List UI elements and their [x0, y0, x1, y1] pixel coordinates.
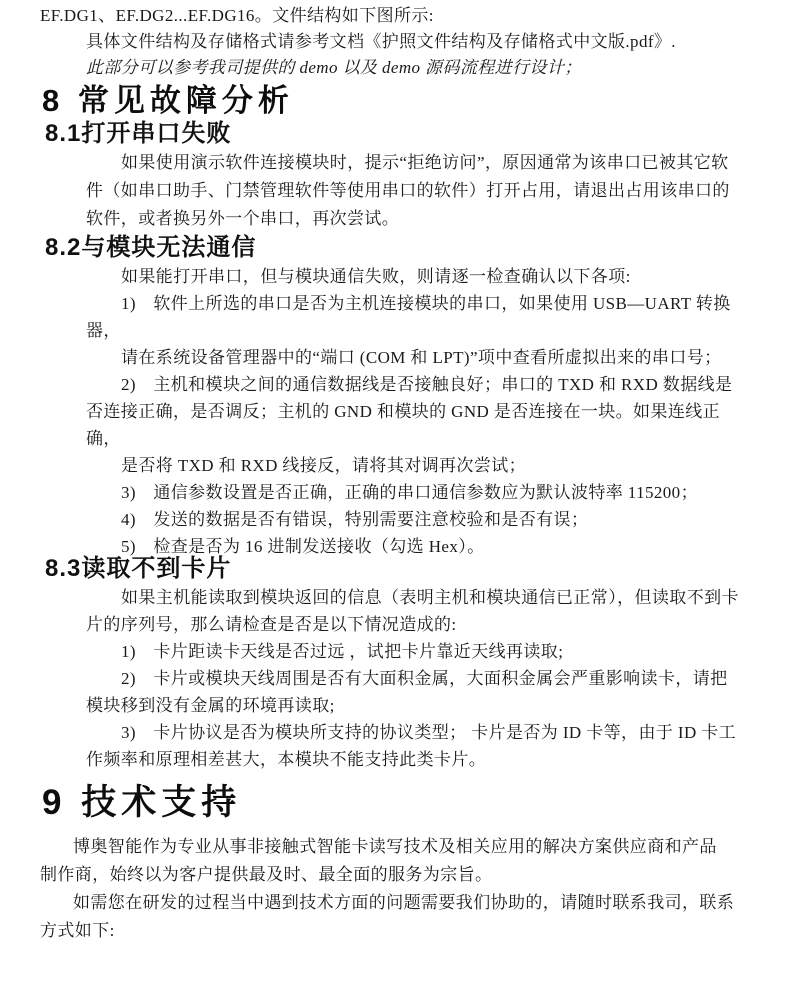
body-line: 方式如下: [40, 921, 115, 940]
section-8-2-title: 8.2与模块无法通信 [45, 234, 257, 261]
section-8-1 [40, 119, 750, 233]
body-line: 作频率和原理相差甚大，本模块不能支持此类卡片。 [86, 750, 487, 769]
body-line: 软件，或者换另外一个串口，再次尝试。 [86, 209, 400, 228]
list-item-line: 2) 卡片或模块天线周围是否有大面积金属，大面积金属会严重影响读卡，请把 [121, 669, 728, 688]
intro-line: EF.DG1、EF.DG2...EF.DG16。文件结构如下图所示: [40, 6, 434, 25]
body-line: 片的序列号，那么请检查是否是以下情况造成的: [86, 615, 457, 634]
body-line: 如果使用演示软件连接模块时，提示“拒绝访问”，原因通常为该串口已被其它软 [121, 153, 729, 172]
body-line: 是否将 TXD 和 RXD 线接反，请将其对调再次尝试； [121, 456, 527, 475]
body-line: 如果主机能读取到模块返回的信息（表明主机和模块通信已正常），但读取不到卡 [121, 588, 739, 607]
intro-note-line: 此部分可以参考我司提供的 demo 以及 demo 源码流程进行设计； [86, 58, 582, 77]
body-line: 确， [86, 429, 121, 448]
list-item-line: 2) 主机和模块之间的通信数据线是否接触良好；串口的 TXD 和 RXD 数据线是 [121, 375, 733, 394]
section-8-1-title: 8.1打开串口失败 [45, 120, 232, 147]
intro-paragraph [40, 3, 750, 81]
body-line: 如需您在研发的过程当中遇到技术方面的问题需要我们协助的，请随时联系我司，联系 [73, 893, 735, 912]
body-line: 请在系统设备管理器中的“端口 (COM 和 LPT)”项中查看所虚拟出来的串口号； [121, 348, 722, 367]
section-8-2 [40, 233, 750, 560]
section-8-3 [40, 554, 750, 773]
body-line: 如果能打开串口，但与模块通信失败，则请逐一检查确认以下各项: [121, 267, 631, 286]
list-item-line: 3) 卡片协议是否为模块所支持的协议类型； 卡片是否为 ID 卡等，由于 ID 卡工 [121, 723, 737, 742]
body-line: 制作商，始终以为客户提供最及时、最全面的服务为宗旨。 [40, 865, 493, 884]
chapter-8-title: 8 常见故障分析 [42, 83, 294, 118]
chapter-9-title: 9 技术支持 [42, 783, 242, 822]
body-line: 器， [86, 321, 121, 340]
body-line: 模块移到没有金属的环境再读取; [86, 696, 335, 715]
section-8-3-title: 8.3读取不到卡片 [45, 555, 232, 582]
body-line: 否连接正确，是否调反；主机的 GND 和模块的 GND 是否连接在一块。如果连线正 [86, 402, 721, 421]
list-item-line: 1) 卡片距读卡天线是否过远 ，试把卡片靠近天线再读取; [121, 642, 564, 661]
body-line: 博奥智能作为专业从事非接触式智能卡读写技术及相关应用的解决方案供应商和产品 [73, 837, 717, 856]
list-item-line: 5) 检查是否为 16 进制发送接收（勾选 Hex）。 [121, 537, 485, 556]
body-line: 件（如串口助手、门禁管理软件等使用串口的软件）打开占用，请退出占用该串口的 [86, 181, 730, 200]
list-item-line: 4) 发送的数据是否有错误，特别需要注意校验和是否有误； [121, 510, 589, 529]
list-item-line: 1) 软件上所选的串口是否为主机连接模块的串口，如果使用 USB—UART 转换 [121, 294, 731, 313]
list-item-line: 3) 通信参数设置是否正确，正确的串口通信参数应为默认波特率 115200； [121, 483, 698, 502]
section-9-body [40, 833, 750, 945]
intro-line: 具体文件结构及存储格式请参考文档《护照文件结构及存储格式中文版.pdf》. [86, 32, 676, 51]
